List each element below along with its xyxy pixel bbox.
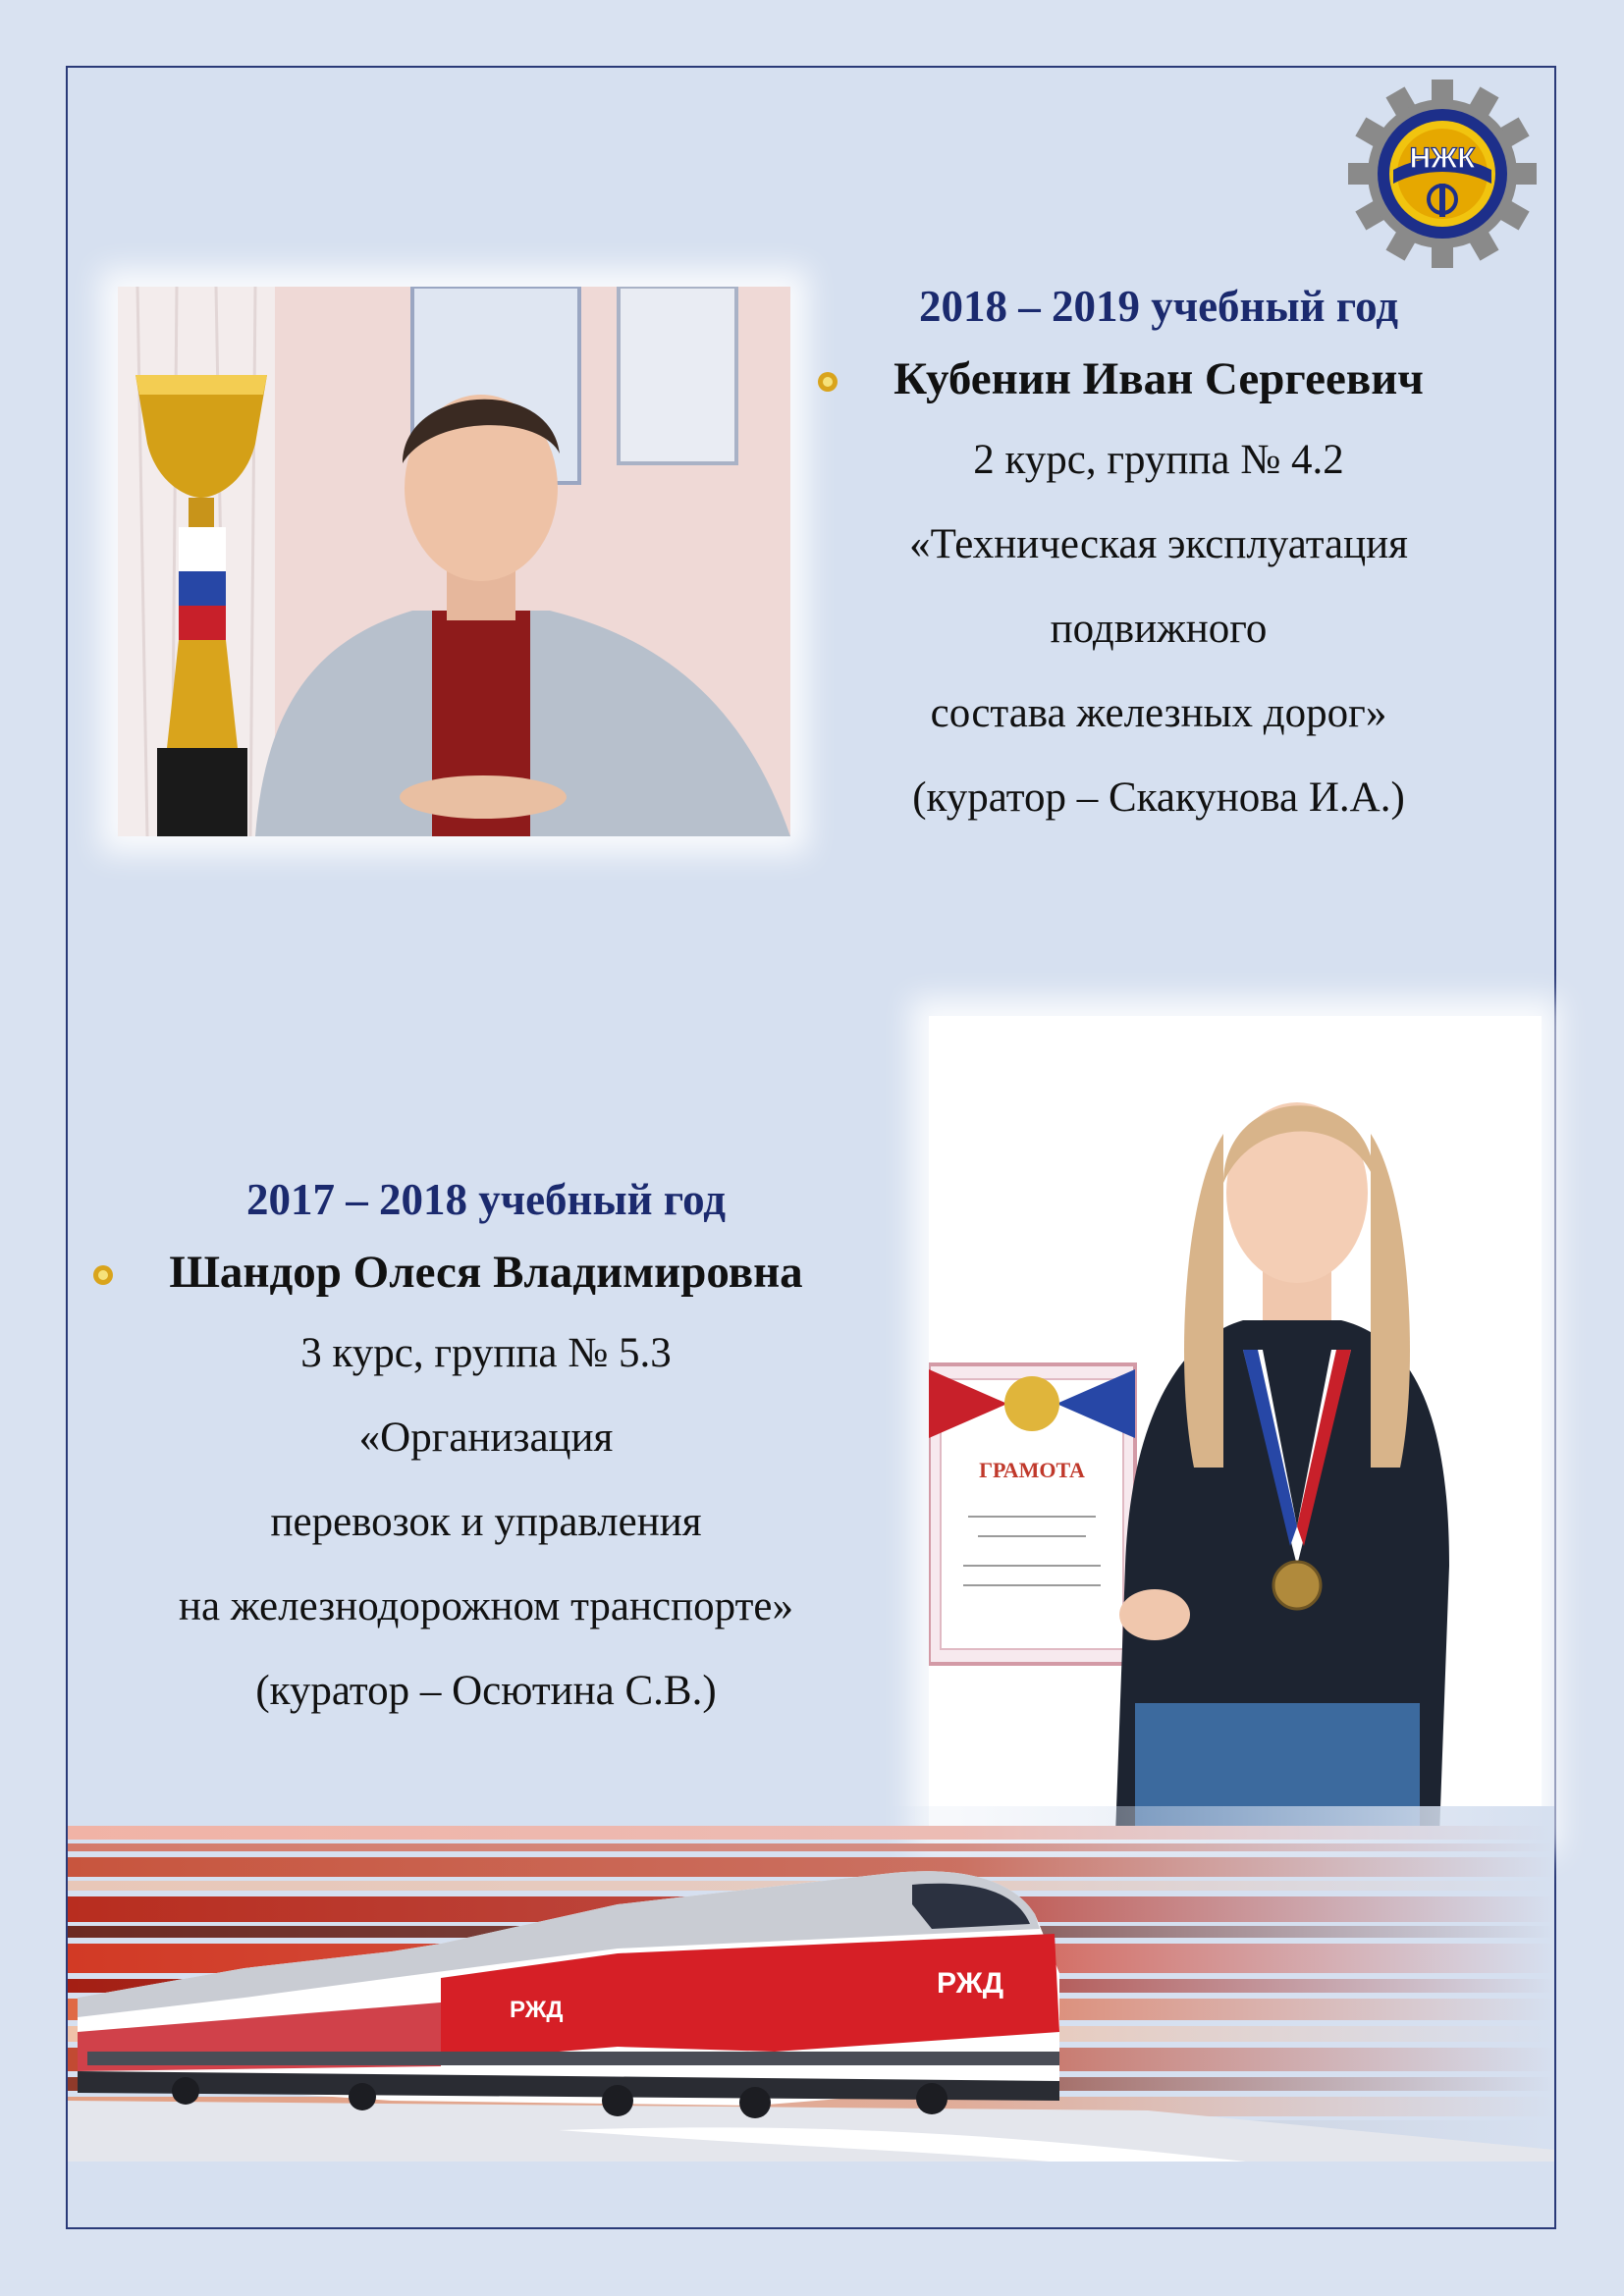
curator-1: (куратор – Скакунова И.А.) <box>912 774 1405 821</box>
college-logo <box>1347 79 1538 269</box>
student-name-1 <box>893 340 1424 418</box>
specialty-1-line-1: «Техническая эксплуатация <box>909 521 1408 567</box>
specialty-2-line-2: перевозок и управления <box>270 1499 702 1545</box>
logo-text: НЖК <box>1409 142 1476 175</box>
course-group-2: 3 курс, группа № 5.3 <box>300 1330 672 1376</box>
student-photo-2 <box>929 1016 1542 1836</box>
course-group-1: 2 курс, группа № 4.2 <box>973 437 1344 483</box>
student-name-2 <box>169 1233 802 1311</box>
student-block-1 <box>825 273 1492 840</box>
student-photo-1 <box>118 287 790 836</box>
student-block-2 <box>108 1166 864 1734</box>
specialty-2-line-3: на железнодорожном транспорте» <box>179 1583 793 1629</box>
sun-bullet-icon <box>817 371 839 393</box>
train-brand-logo-side: РЖД <box>510 1997 564 2023</box>
sun-bullet-icon <box>92 1264 114 1286</box>
specialty-1-line-2: подвижного <box>1050 606 1268 652</box>
certificate-title: ГРАМОТА <box>979 1458 1085 1482</box>
student-name-1-text: Кубенин Иван Сергеевич <box>893 353 1424 404</box>
student-name-2-text: Шандор Олеся Владимировна <box>169 1247 803 1298</box>
specialty-2-line-1: «Организация <box>358 1415 614 1461</box>
train-banner <box>68 1806 1554 2162</box>
specialty-1-line-3: состава железных дорог» <box>930 690 1387 736</box>
academic-year-2: 2017 – 2018 учебный год <box>245 1175 727 1224</box>
train-brand-logo: РЖД <box>937 1967 1004 2000</box>
academic-year-1: 2018 – 2019 учебный год <box>918 282 1399 331</box>
curator-2: (куратор – Осютина С.В.) <box>255 1668 717 1714</box>
